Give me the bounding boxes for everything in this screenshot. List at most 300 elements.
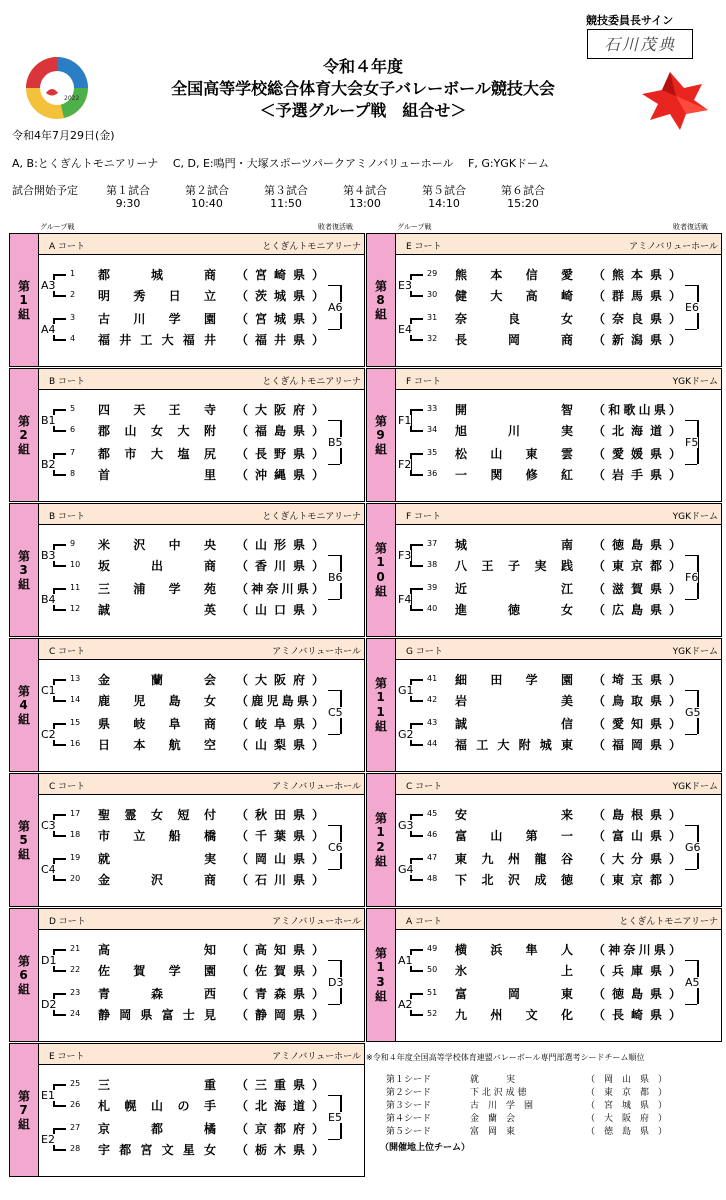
bracket-line: [685, 329, 697, 331]
group-card: [9, 233, 365, 367]
match-slot-label: 第５試合: [422, 184, 466, 197]
team-number: 33: [427, 404, 438, 413]
team-prefecture: （ 東 京 都 ）: [593, 559, 681, 573]
bracket-line: [53, 814, 66, 816]
court-header: [39, 639, 364, 660]
team-name: 札 幌 山 の 手: [98, 1099, 216, 1113]
group-label: 第12組: [373, 812, 388, 868]
team-number: 39: [427, 583, 438, 592]
bracket-line: [53, 858, 66, 860]
court-label: C コート: [406, 782, 443, 792]
match-code: E3: [398, 278, 412, 292]
team-name: 細 田 学 園: [455, 673, 573, 687]
court-venue: YGKドーム: [672, 512, 718, 522]
court-venue: とくぎんトモニアリーナ: [262, 242, 361, 252]
match-code: E2: [41, 1132, 55, 1146]
team-name: 開 智: [455, 403, 573, 417]
bracket-line: [410, 993, 423, 995]
team-number: 32: [427, 334, 438, 343]
team-prefecture: （ 大 阪 府 ）: [236, 403, 324, 417]
team-number: 20: [70, 874, 81, 883]
team-number: 51: [427, 988, 438, 997]
final-match-code: F5: [685, 435, 699, 449]
match-slot-time: 14:10: [428, 197, 460, 210]
final-match-code: A6: [328, 300, 343, 314]
team-prefecture: （ 石 川 県 ）: [236, 873, 324, 887]
team-number: 14: [70, 695, 81, 704]
bracket-line: [328, 555, 340, 557]
team-prefecture: （ 佐 賀 県 ）: [236, 964, 324, 978]
final-match-code: E5: [328, 1110, 342, 1124]
column-note-loser-revival: 敗者復活戦: [673, 223, 708, 231]
bracket-line: [53, 1149, 66, 1151]
group-card: [366, 908, 722, 1042]
team-prefecture: （ 福 島 県 ）: [236, 424, 324, 438]
team-number: 17: [70, 809, 81, 818]
team-name: 青 森 西: [98, 987, 216, 1001]
group-label-tab: [367, 369, 396, 501]
bracket-line: [328, 599, 340, 601]
group-label: 第10組: [373, 542, 388, 598]
match-code: D2: [41, 997, 57, 1011]
bracket-line: [53, 949, 66, 951]
match-slot-label: 第３試合: [264, 184, 308, 197]
team-number: 45: [427, 809, 438, 818]
match-code: B1: [41, 413, 56, 427]
bracket-line: [410, 700, 423, 702]
court-venue: アミノバリューホール: [272, 917, 361, 927]
team-prefecture: （ 宮 城 県 ）: [236, 312, 324, 326]
bracket-line: [53, 700, 66, 702]
court-header: [39, 909, 364, 930]
bracket-line: [410, 318, 423, 320]
team-prefecture: （ 京 都 府 ）: [236, 1122, 324, 1136]
team-name: 誠 英: [98, 603, 216, 617]
group-card: [366, 368, 722, 502]
seed-team: 金 蘭 会: [470, 1114, 516, 1124]
bracket-line: [685, 734, 697, 736]
team-prefecture: （ 愛 知 県 ）: [593, 717, 681, 731]
group-card: [9, 908, 365, 1042]
match-code: C4: [41, 862, 56, 876]
team-name: 三 浦 学 苑: [98, 582, 216, 596]
team-name: 都 市 大 塩 尻: [98, 447, 216, 461]
team-number: 29: [427, 269, 438, 278]
group-label-tab: [367, 234, 396, 366]
team-prefecture: （ 東 京 都 ）: [593, 873, 681, 887]
team-prefecture: （ 青 森 県 ）: [236, 987, 324, 1001]
group-label: 第2組: [16, 414, 31, 456]
team-prefecture: （ 岡 山 県 ）: [236, 852, 324, 866]
bracket-line: [328, 420, 340, 422]
group-label-tab: [10, 639, 39, 771]
team-number: 19: [70, 853, 81, 862]
team-name: 健 大 高 崎: [455, 289, 573, 303]
final-match-code: A5: [685, 975, 700, 989]
bracket-line: [328, 960, 340, 962]
team-prefecture: （ 兵 庫 県 ）: [593, 964, 681, 978]
team-prefecture: （ 鹿 児 島 県 ）: [236, 694, 324, 708]
final-match-code: G5: [685, 705, 701, 719]
group-card: [9, 773, 365, 907]
team-prefecture: （ 広 島 県 ）: [593, 603, 681, 617]
team-name: 京 都 橘: [98, 1122, 216, 1136]
bracket-line: [53, 879, 66, 881]
match-code: C3: [41, 818, 56, 832]
final-match-code: C5: [328, 705, 343, 719]
team-name: 松 山 東 雲: [455, 447, 573, 461]
team-name: 四 天 王 寺: [98, 403, 216, 417]
bracket-line: [685, 420, 697, 422]
group-label-tab: [367, 909, 396, 1041]
seed-rank: 第１シード: [386, 1075, 432, 1085]
bracket-line: [410, 588, 423, 590]
match-code: C1: [41, 683, 56, 697]
team-number: 28: [70, 1144, 81, 1153]
team-name: 市 立 船 橋: [98, 829, 216, 843]
bracket-line: [53, 453, 66, 455]
court-header: [39, 369, 364, 390]
team-number: 44: [427, 739, 438, 748]
team-number: 31: [427, 313, 438, 322]
bracket-line: [328, 690, 340, 692]
court-venue: YGKドーム: [672, 782, 718, 792]
team-name: 氷 上: [455, 964, 573, 978]
team-number: 52: [427, 1009, 438, 1018]
team-name: 都 城 商: [98, 268, 216, 282]
court-label: B コート: [49, 377, 86, 387]
team-prefecture: （ 千 葉 県 ）: [236, 829, 324, 843]
team-prefecture: （ 群 馬 県 ）: [593, 289, 681, 303]
signature: 石川茂典: [603, 35, 676, 54]
court-header: [396, 639, 721, 660]
seed-rank: 第５シード: [386, 1127, 432, 1137]
group-label: 第4組: [16, 684, 31, 726]
team-number: 2: [70, 290, 76, 299]
bracket-line: [685, 869, 697, 871]
bracket-line: [410, 295, 423, 297]
team-name: 富 山 第 一: [455, 829, 573, 843]
group-label: 第9組: [373, 414, 388, 456]
bracket-line: [410, 835, 423, 837]
group-label-tab: [10, 909, 39, 1041]
team-name: 東 九 州 龍 谷: [455, 852, 573, 866]
group-label: 第11組: [373, 677, 388, 733]
match-code: A4: [41, 322, 56, 336]
team-name: 佐 賀 学 園: [98, 964, 216, 978]
team-prefecture: （ 徳 島 県 ）: [593, 538, 681, 552]
final-match-code: F6: [685, 570, 699, 584]
team-number: 15: [70, 718, 81, 727]
seed-team: 古 川 学 園: [470, 1101, 534, 1111]
team-prefecture: （ 北 海 道 ）: [236, 1099, 324, 1113]
team-name: 奈 良 女: [455, 312, 573, 326]
team-number: 42: [427, 695, 438, 704]
team-prefecture: （ 大 阪 府 ）: [236, 673, 324, 687]
team-number: 34: [427, 425, 438, 434]
sign-label: 競技委員長サイン: [586, 14, 674, 27]
bracket-line: [53, 1014, 66, 1016]
team-prefecture: （ 栃 木 県 ）: [236, 1143, 324, 1157]
bracket-line: [53, 723, 66, 725]
court-label: E コート: [49, 1052, 85, 1062]
match-code: A3: [41, 278, 56, 292]
match-slot-label: 第４試合: [343, 184, 387, 197]
team-name: 静 岡 県 富 士 見: [98, 1008, 216, 1022]
group-label-tab: [367, 504, 396, 636]
seed-note: ※令和４年度全国高等学校体育連盟バレーボール専門部選考シードチーム順位: [366, 1053, 645, 1062]
match-code: B2: [41, 457, 56, 471]
bracket-line: [685, 555, 697, 557]
team-number: 13: [70, 674, 81, 683]
bracket-line: [410, 609, 423, 611]
column-note-group-match: グループ戦: [40, 223, 75, 231]
team-prefecture: （ 山 梨 県 ）: [236, 738, 324, 752]
seed-prefecture: （ 岡 山 県 ）: [586, 1075, 668, 1085]
court-venue: とくぎんトモニアリーナ: [262, 512, 361, 522]
court-header: [396, 369, 721, 390]
host-note: （開催地上位チーム）: [380, 1143, 471, 1153]
team-number: 4: [70, 334, 76, 343]
team-name: 旭 川 実: [455, 424, 573, 438]
court-venue: YGKドーム: [672, 377, 718, 387]
team-name: 郡 山 女 大 附: [98, 424, 216, 438]
court-header: [39, 504, 364, 525]
team-prefecture: （ 福 井 県 ）: [236, 333, 324, 347]
match-code: F3: [398, 548, 412, 562]
team-prefecture: （ 岩 手 県 ）: [593, 468, 681, 482]
match-code: E1: [41, 1088, 55, 1102]
group-card: [9, 638, 365, 772]
team-name: 誠 信: [455, 717, 573, 731]
team-name: 首 里: [98, 468, 216, 482]
court-header: [39, 234, 364, 255]
team-prefecture: （ 宮 崎 県 ）: [236, 268, 324, 282]
bracket-line: [410, 744, 423, 746]
bracket-line: [53, 588, 66, 590]
team-name: 就 実: [98, 852, 216, 866]
match-slot-label: 第６試合: [501, 184, 545, 197]
bracket-line: [410, 949, 423, 951]
match-code: F1: [398, 413, 412, 427]
final-match-code: D3: [328, 975, 344, 989]
column-note-loser-revival: 敗者復活戦: [318, 223, 353, 231]
bracket-line: [53, 295, 66, 297]
final-match-code: C6: [328, 840, 343, 854]
bracket-line: [685, 599, 697, 601]
team-prefecture: （ 神 奈 川 県 ）: [593, 943, 681, 957]
team-prefecture: （ 茨 城 県 ）: [236, 289, 324, 303]
bracket-line: [53, 993, 66, 995]
bracket-line: [53, 565, 66, 567]
bracket-line: [410, 1014, 423, 1016]
team-number: 46: [427, 830, 438, 839]
court-label: A コート: [49, 242, 86, 252]
team-name: 長 岡 商: [455, 333, 573, 347]
team-name: 古 川 学 園: [98, 312, 216, 326]
team-prefecture: （ 三 重 県 ）: [236, 1078, 324, 1092]
group-card: [366, 638, 722, 772]
team-name: 富 岡 東: [455, 987, 573, 1001]
match-code: G1: [398, 683, 414, 697]
court-label: A コート: [406, 917, 443, 927]
seed-rank: 第３シード: [386, 1101, 432, 1111]
team-name: 高 知: [98, 943, 216, 957]
court-header: [396, 774, 721, 795]
court-header: [396, 909, 721, 930]
final-match-code: G6: [685, 840, 701, 854]
team-number: 47: [427, 853, 438, 862]
column-note-group-match: グループ戦: [397, 223, 432, 231]
bracket-line: [685, 464, 697, 466]
team-number: 26: [70, 1100, 81, 1109]
team-number: 41: [427, 674, 438, 683]
bracket-line: [328, 734, 340, 736]
court-header: [396, 504, 721, 525]
title-tournament: 全国高等学校総合体育大会女子バレーボール競技大会: [171, 79, 555, 98]
group-card: [9, 1043, 365, 1177]
team-name: 聖 霊 女 短 付: [98, 808, 216, 822]
group-label-tab: [10, 774, 39, 906]
team-name: 宇 都 宮 文 星 女: [98, 1143, 216, 1157]
seed-prefecture: （ 大 阪 府 ）: [586, 1114, 668, 1124]
team-prefecture: （ 愛 媛 県 ）: [593, 447, 681, 461]
team-name: 横 浜 隼 人: [455, 943, 573, 957]
team-number: 48: [427, 874, 438, 883]
bracket-line: [53, 679, 66, 681]
team-name: 近 江: [455, 582, 573, 596]
court-label: D コート: [49, 917, 86, 927]
team-name: 城 南: [455, 538, 573, 552]
team-name: 岩 美: [455, 694, 573, 708]
group-label: 第13組: [373, 947, 388, 1003]
final-match-code: E6: [685, 300, 699, 314]
group-label: 第7組: [16, 1089, 31, 1131]
team-prefecture: （ 山 形 県 ）: [236, 538, 324, 552]
team-number: 10: [70, 560, 81, 569]
bracket-line: [328, 869, 340, 871]
court-venue: とくぎんトモニアリーナ: [619, 917, 718, 927]
team-number: 38: [427, 560, 438, 569]
group-label: 第5組: [16, 819, 31, 861]
match-slot-label: 第２試合: [185, 184, 229, 197]
team-name: 日 本 航 空: [98, 738, 216, 752]
match-code: G4: [398, 862, 414, 876]
team-prefecture: （ 山 口 県 ）: [236, 603, 324, 617]
seed-prefecture: （ 徳 島 県 ）: [586, 1127, 668, 1137]
signature-box: [587, 29, 693, 59]
group-label-tab: [10, 504, 39, 636]
seed-rank: 第２シード: [386, 1088, 432, 1098]
match-code: D1: [41, 953, 57, 967]
team-prefecture: （ 和 歌 山 県 ）: [593, 403, 681, 417]
bracket-line: [410, 679, 423, 681]
team-number: 5: [70, 404, 76, 413]
team-prefecture: （ 徳 島 県 ）: [593, 987, 681, 1001]
team-prefecture: （ 奈 良 県 ）: [593, 312, 681, 326]
bracket-line: [685, 1004, 697, 1006]
venue-list: A, B:とくぎんトモニアリーナ C, D, E:鳴門・大塚スポーツパークアミノバリューホール F, G:YGKドーム: [12, 157, 550, 170]
court-label: B コート: [49, 512, 86, 522]
court-venue: アミノバリューホール: [629, 242, 718, 252]
match-code: F4: [398, 592, 412, 606]
team-name: 福 井 工 大 福 井: [98, 333, 216, 347]
team-prefecture: （ 滋 賀 県 ）: [593, 582, 681, 596]
bracket-line: [685, 285, 697, 287]
bracket-line: [53, 1084, 66, 1086]
team-name: 福 工 大 附 城 東: [455, 738, 573, 752]
team-number: 37: [427, 539, 438, 548]
team-prefecture: （ 神 奈 川 県 ）: [236, 582, 324, 596]
match-code: A1: [398, 953, 413, 967]
match-slot-time: 10:40: [191, 197, 223, 210]
seed-team: 就 実: [470, 1075, 516, 1085]
bracket-line: [53, 474, 66, 476]
team-prefecture: （ 香 川 県 ）: [236, 559, 324, 573]
team-number: 35: [427, 448, 438, 457]
bracket-line: [410, 430, 423, 432]
bracket-line: [410, 879, 423, 881]
team-number: 11: [70, 583, 81, 592]
team-prefecture: （ 新 潟 県 ）: [593, 333, 681, 347]
bracket-line: [685, 825, 697, 827]
bracket-line: [53, 970, 66, 972]
match-slot-time: 9:30: [115, 197, 141, 210]
match-code: F2: [398, 457, 412, 471]
team-number: 1: [70, 269, 76, 278]
court-label: C コート: [49, 647, 86, 657]
team-prefecture: （ 埼 玉 県 ）: [593, 673, 681, 687]
team-prefecture: （ 島 根 県 ）: [593, 808, 681, 822]
group-label-tab: [10, 1044, 39, 1176]
final-match-code: B6: [328, 570, 343, 584]
team-number: 43: [427, 718, 438, 727]
team-number: 12: [70, 604, 81, 613]
group-label: 第3組: [16, 549, 31, 591]
team-name: 熊 本 信 愛: [455, 268, 573, 282]
seed-prefecture: （ 東 京 都 ）: [586, 1088, 668, 1098]
bracket-line: [53, 430, 66, 432]
court-venue: アミノバリューホール: [272, 782, 361, 792]
bracket-line: [53, 339, 66, 341]
court-label: G コート: [406, 647, 443, 657]
team-number: 9: [70, 539, 76, 548]
team-number: 24: [70, 1009, 81, 1018]
team-number: 18: [70, 830, 81, 839]
bracket-line: [53, 409, 66, 411]
seed-team: 下 北 沢 成 徳: [470, 1088, 527, 1098]
team-prefecture: （ 長 野 県 ）: [236, 447, 324, 461]
seed-rank: 第４シード: [386, 1114, 432, 1124]
team-number: 3: [70, 313, 76, 322]
bracket-line: [410, 453, 423, 455]
court-header: [396, 234, 721, 255]
court-label: F コート: [406, 377, 442, 387]
bracket-line: [410, 565, 423, 567]
team-name: 三 重: [98, 1078, 216, 1092]
group-card: [366, 503, 722, 637]
team-name: 鹿 児 島 女: [98, 694, 216, 708]
team-number: 40: [427, 604, 438, 613]
team-number: 16: [70, 739, 81, 748]
mascot-icon: [640, 70, 710, 132]
team-prefecture: （ 高 知 県 ）: [236, 943, 324, 957]
court-label: E コート: [406, 242, 442, 252]
group-card: [366, 773, 722, 907]
match-slot-time: 11:50: [270, 197, 302, 210]
team-number: 7: [70, 448, 76, 457]
match-slot-time: 15:20: [507, 197, 539, 210]
